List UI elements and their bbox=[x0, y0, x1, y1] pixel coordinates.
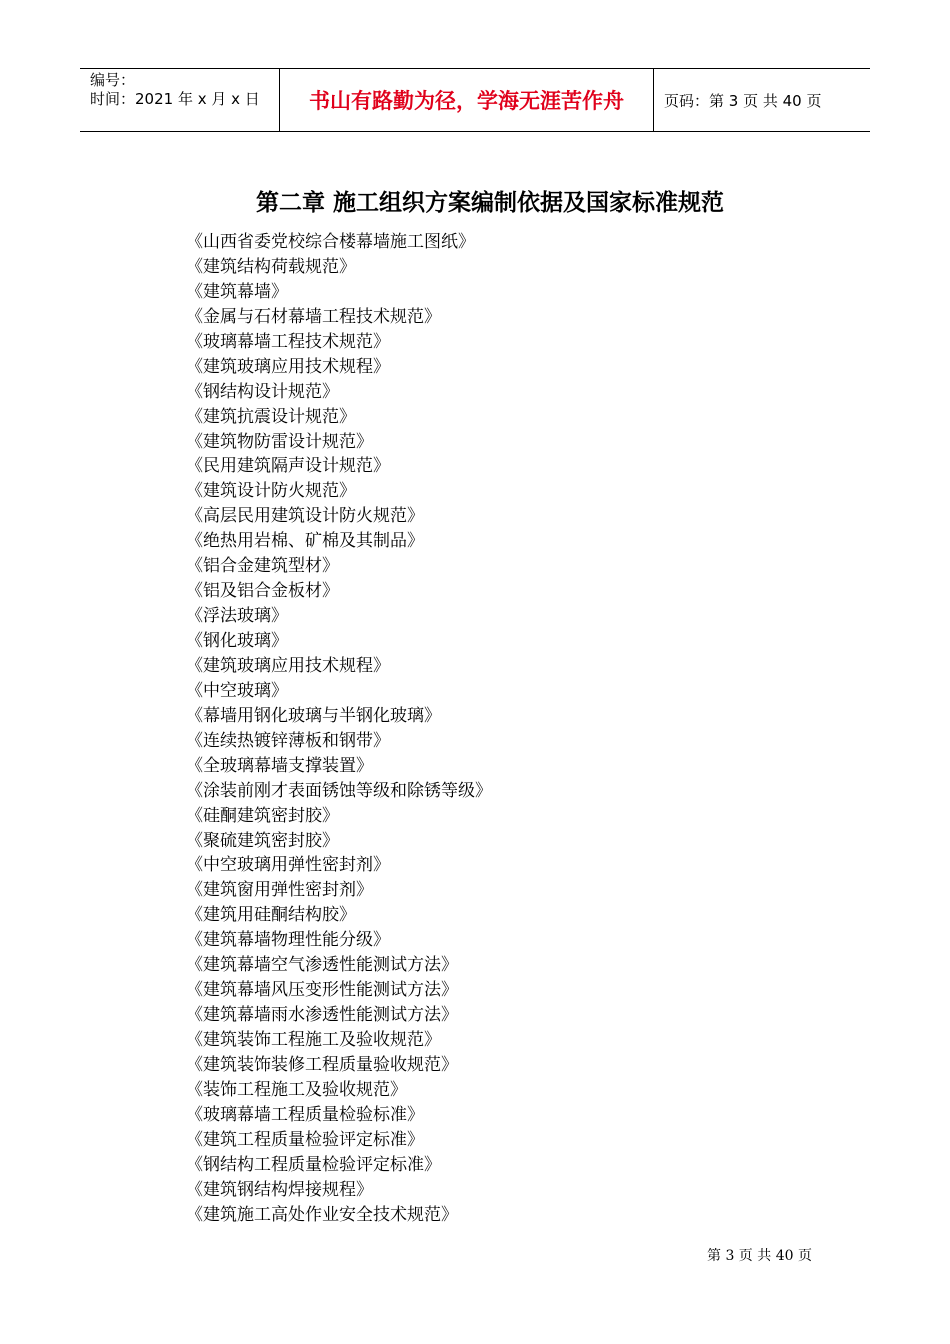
standard-item: 《聚硫建筑密封胶》 bbox=[186, 830, 339, 851]
standard-item: 《建筑钢结构焊接规程》 bbox=[186, 1179, 373, 1200]
standard-item: 《高层民用建筑设计防火规范》 bbox=[186, 506, 424, 527]
standard-item: 《涂装前刚才表面锈蚀等级和除锈等级》 bbox=[186, 780, 492, 801]
standard-item: 《铝及铝合金板材》 bbox=[186, 581, 339, 602]
header-meta bbox=[80, 69, 280, 131]
standard-item: 《绝热用岩棉、矿棉及其制品》 bbox=[186, 531, 424, 552]
header-motto: 书山有路勤为径，学海无涯苦作舟 bbox=[280, 69, 654, 131]
standard-item: 《建筑装饰装修工程质量验收规范》 bbox=[186, 1054, 458, 1075]
standard-item: 《建筑窗用弹性密封剂》 bbox=[186, 880, 373, 901]
standard-item: 《建筑施工高处作业安全技术规范》 bbox=[186, 1204, 458, 1225]
standard-item: 《玻璃幕墙工程质量检验标准》 bbox=[186, 1104, 424, 1125]
chapter-title: 第二章 施工组织方案编制依据及国家标准规范 bbox=[255, 190, 724, 216]
standard-item: 《建筑抗震设计规范》 bbox=[186, 406, 356, 427]
standard-item: 《建筑物防雷设计规范》 bbox=[186, 431, 373, 452]
standard-item: 《建筑幕墙物理性能分级》 bbox=[186, 930, 390, 951]
standard-item: 《山西省委党校综合楼幕墙施工图纸》 bbox=[186, 232, 475, 252]
standard-item: 《全玻璃幕墙支撑装置》 bbox=[186, 755, 373, 776]
standard-item: 《浮法玻璃》 bbox=[186, 606, 288, 627]
page-header bbox=[80, 68, 870, 132]
standard-item: 《铝合金建筑型材》 bbox=[186, 556, 339, 577]
standard-item: 《连续热镀锌薄板和钢带》 bbox=[186, 730, 390, 751]
number-label: 编号： bbox=[90, 71, 136, 89]
standard-item: 《建筑设计防火规范》 bbox=[186, 481, 356, 502]
standard-item: 《幕墙用钢化玻璃与半钢化玻璃》 bbox=[186, 705, 441, 726]
standard-item: 《金属与石材幕墙工程技术规范》 bbox=[186, 306, 441, 327]
standard-item: 《建筑用硅酮结构胶》 bbox=[186, 905, 356, 926]
standard-item: 《建筑工程质量检验评定标准》 bbox=[186, 1129, 424, 1150]
standard-item: 《中空玻璃》 bbox=[186, 680, 288, 701]
standard-item: 《建筑幕墙风压变形性能测试方法》 bbox=[186, 980, 458, 1001]
standards-list bbox=[186, 230, 492, 1228]
standard-item: 《中空玻璃用弹性密封剂》 bbox=[186, 855, 390, 876]
standard-item: 《建筑玻璃应用技术规程》 bbox=[186, 655, 390, 676]
standard-item: 《建筑幕墙空气渗透性能测试方法》 bbox=[186, 955, 458, 976]
standard-item: 《建筑幕墙雨水渗透性能测试方法》 bbox=[186, 1005, 458, 1026]
standard-item: 《建筑幕墙》 bbox=[186, 281, 288, 302]
standard-item: 《硅酮建筑密封胶》 bbox=[186, 805, 339, 826]
standard-item: 《玻璃幕墙工程技术规范》 bbox=[186, 331, 390, 352]
page-footer: 第 3 页 共 40 页 bbox=[707, 1248, 812, 1264]
standard-item: 《钢化玻璃》 bbox=[186, 631, 288, 651]
header-page-info: 页码：第 3 页 共 40 页 bbox=[664, 91, 822, 110]
standard-item: 《钢结构设计规范》 bbox=[186, 381, 339, 402]
standard-item: 《钢结构工程质量检验评定标准》 bbox=[186, 1154, 441, 1175]
standard-item: 《建筑结构荷载规范》 bbox=[186, 256, 356, 277]
standard-item: 《建筑玻璃应用技术规程》 bbox=[186, 356, 390, 377]
time-label: 时间：2021 年 x 月 x 日 bbox=[90, 90, 260, 108]
standard-item: 《装饰工程施工及验收规范》 bbox=[186, 1079, 407, 1100]
standard-item: 《民用建筑隔声设计规范》 bbox=[186, 456, 390, 477]
standard-item: 《建筑装饰工程施工及验收规范》 bbox=[186, 1030, 441, 1050]
